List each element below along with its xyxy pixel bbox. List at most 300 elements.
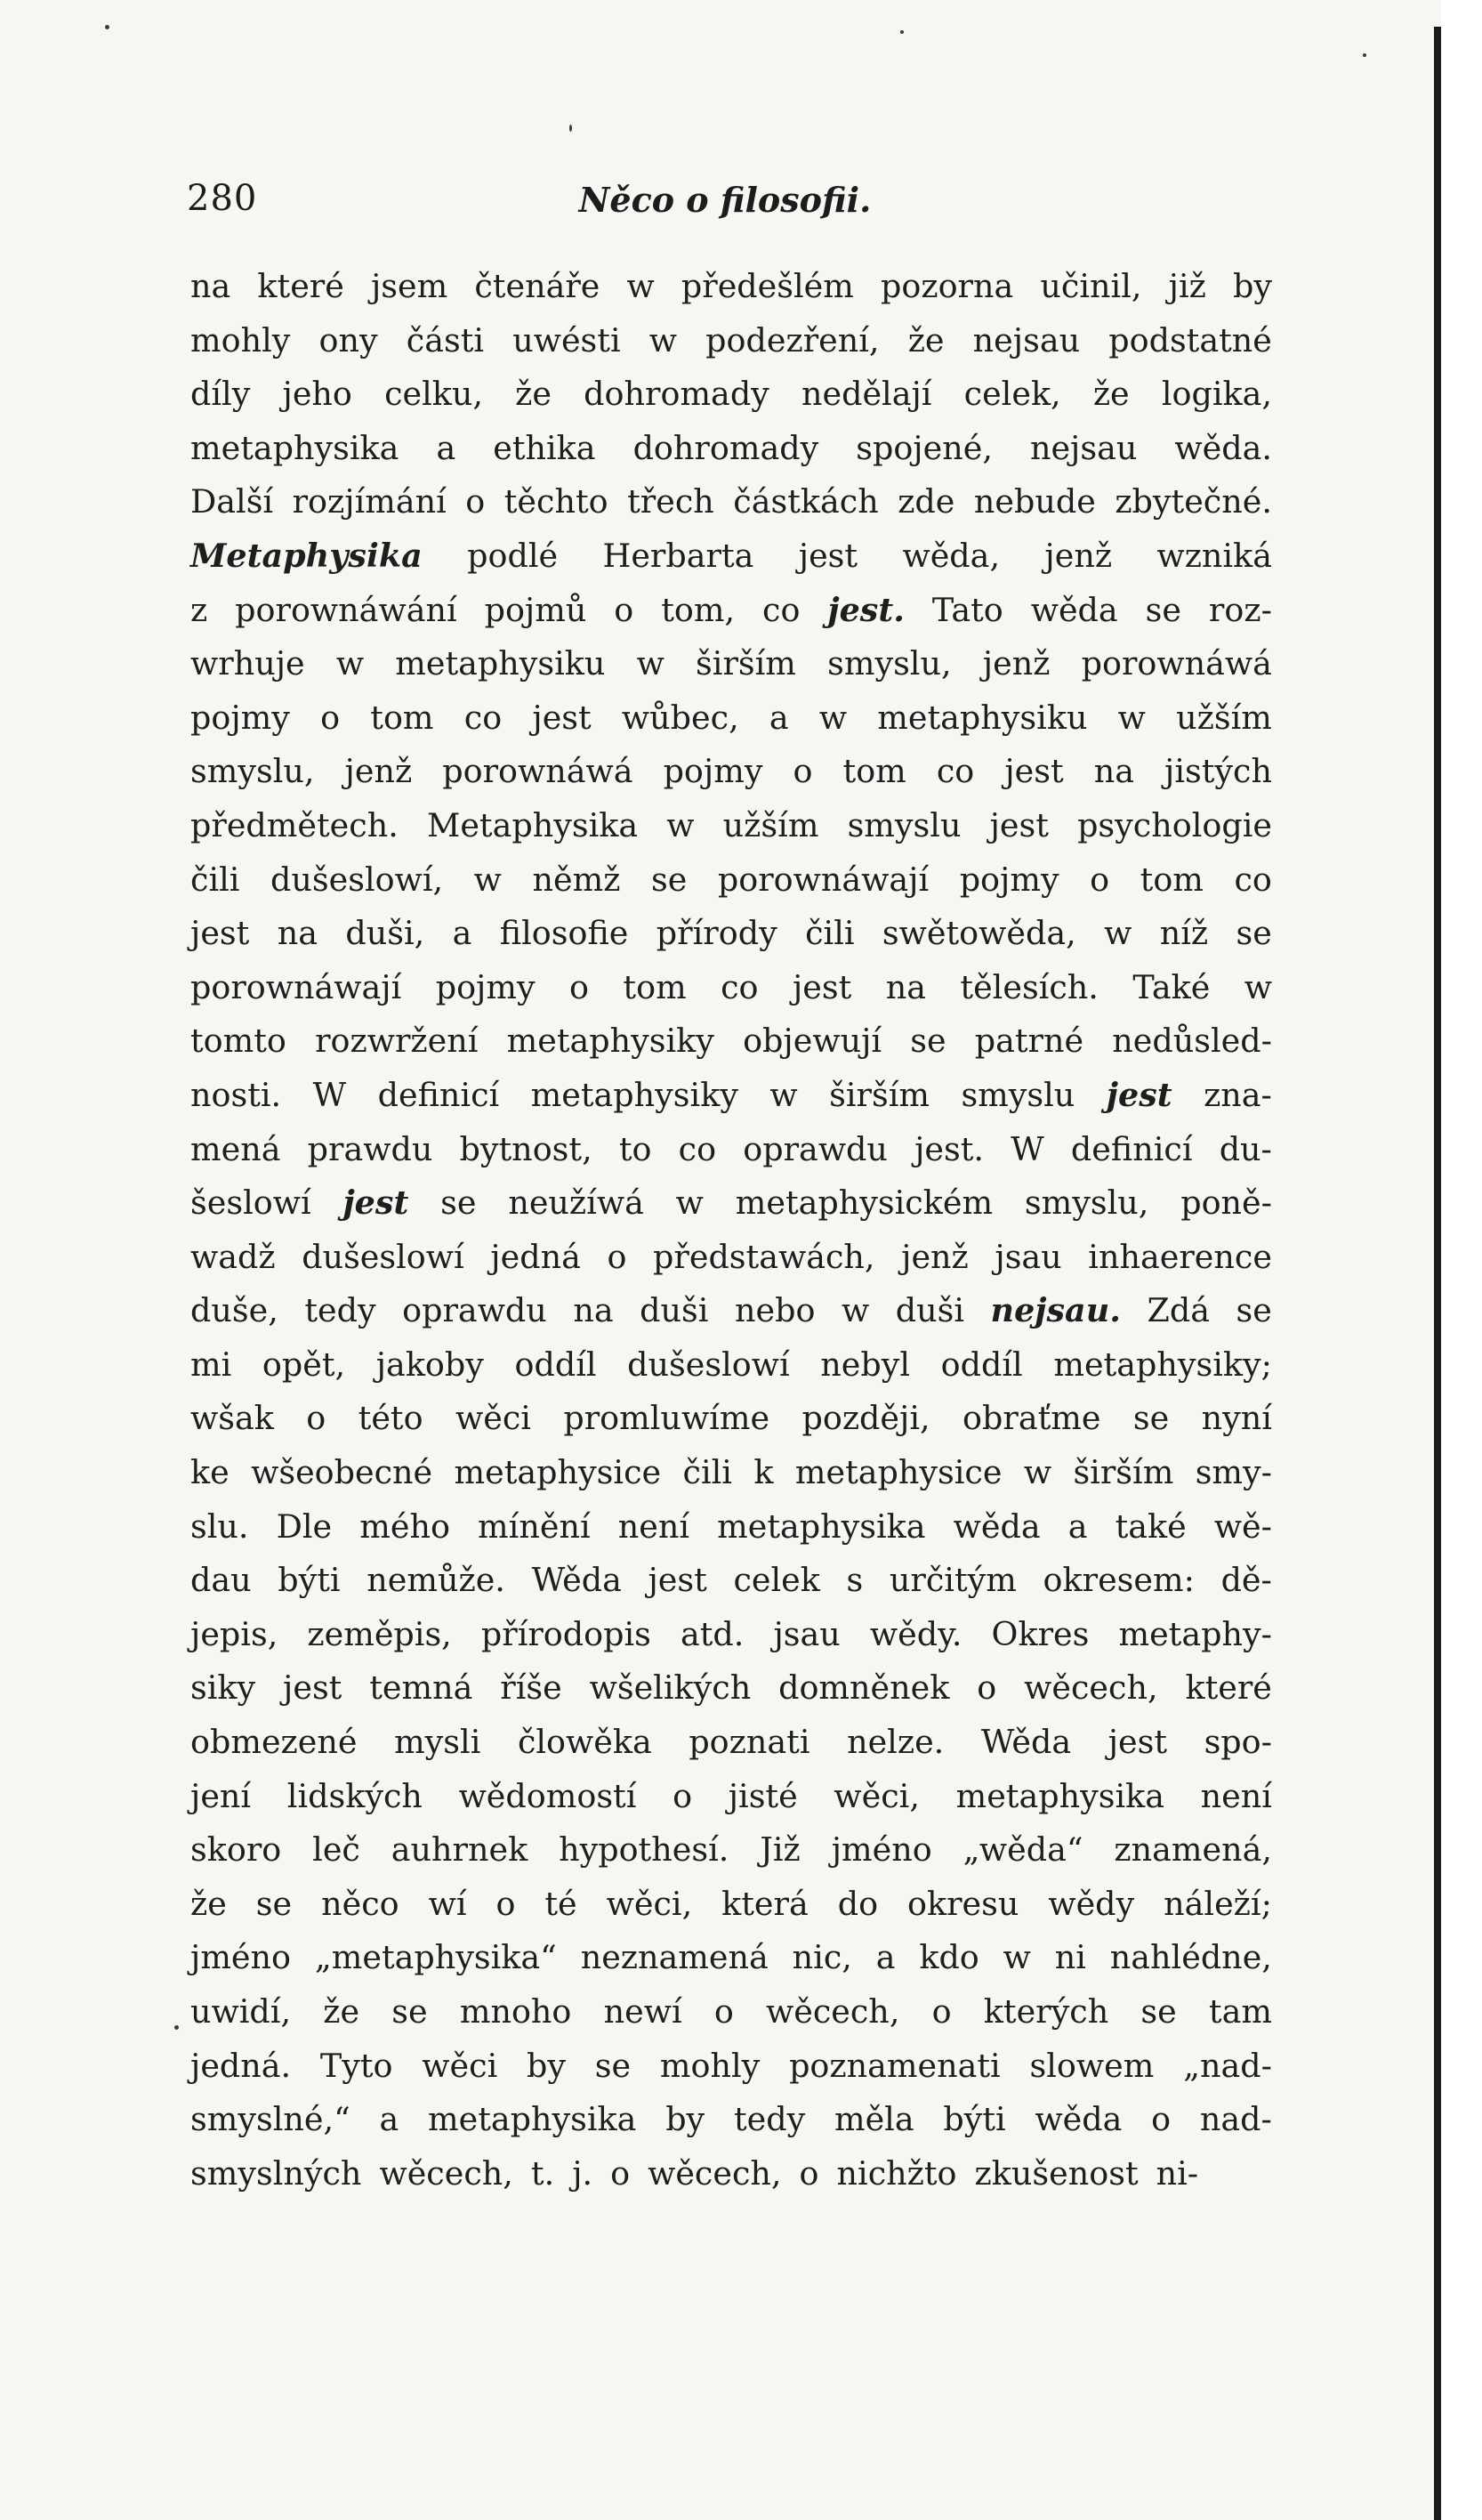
text-line — [190, 1661, 1272, 1716]
word: že — [907, 320, 945, 359]
scan-speck — [1363, 53, 1366, 57]
word: obraťme — [962, 1399, 1101, 1438]
word: wědy — [1048, 1884, 1135, 1923]
word: w — [769, 1075, 798, 1114]
word: co — [762, 590, 801, 629]
page-gutter — [1441, 0, 1482, 2520]
word: nejsau — [1029, 428, 1138, 467]
word: leč — [312, 1830, 360, 1870]
word: jsau — [773, 1614, 841, 1653]
word: W — [312, 1075, 347, 1114]
word: neužíwá — [508, 1183, 644, 1223]
word: z — [190, 590, 208, 629]
word: uwidí, — [190, 1992, 292, 2031]
word: pojmy — [190, 698, 290, 737]
word: že — [515, 375, 552, 414]
text-line — [190, 529, 1272, 584]
word: jenž — [344, 752, 413, 791]
word: býti — [943, 2100, 1006, 2139]
word: náleží; — [1164, 1884, 1272, 1923]
word: a — [452, 914, 472, 953]
word: roz- — [1208, 590, 1272, 629]
word: širším — [1073, 1453, 1174, 1492]
text-line — [190, 2147, 1272, 2201]
word: pozorna — [881, 267, 1014, 305]
word: duši — [640, 1291, 709, 1330]
word: metaphysiku — [877, 698, 1088, 737]
word: Herbarta — [602, 536, 754, 575]
word: w — [818, 698, 848, 737]
word: že — [1092, 375, 1130, 414]
word: wěda. — [1174, 428, 1272, 467]
word: která — [721, 1884, 809, 1923]
word: jest — [190, 914, 250, 953]
word: w — [841, 1291, 870, 1330]
word: filosofie — [499, 914, 629, 953]
word: inhaerence — [1088, 1237, 1272, 1276]
word: o — [931, 1992, 952, 2031]
word: temná — [369, 1668, 473, 1708]
word: o — [713, 1992, 734, 2031]
word: Dle — [276, 1506, 333, 1546]
word: logika, — [1161, 375, 1272, 414]
word: na — [190, 267, 231, 305]
word: býti — [278, 1561, 341, 1600]
word: by — [1232, 267, 1272, 305]
word: j. — [572, 2153, 593, 2193]
word: wěci — [455, 1399, 531, 1438]
word: wěda — [953, 1506, 1041, 1546]
word: nejsau — [972, 320, 1081, 359]
text-line — [190, 1500, 1272, 1555]
word: člowěka — [517, 1723, 652, 1762]
word: definicí — [377, 1075, 500, 1114]
word: o — [320, 698, 341, 737]
word: definicí — [1070, 1129, 1193, 1168]
word: mohly — [190, 320, 291, 359]
word: nyní — [1201, 1399, 1272, 1438]
word: w — [473, 860, 502, 899]
word: jedná — [490, 1237, 581, 1276]
text-line — [190, 1716, 1272, 1770]
word: se — [1236, 1291, 1272, 1330]
word: jest — [1107, 1723, 1168, 1762]
word: t. — [530, 2153, 555, 2193]
word: neznamená — [580, 1938, 769, 1977]
word: metaphysiky — [530, 1075, 738, 1114]
word: na — [885, 967, 926, 1006]
word: ony — [318, 320, 378, 359]
word: porownáwá — [442, 752, 633, 791]
word: jest. — [914, 1129, 985, 1168]
word: tom, — [661, 590, 736, 629]
word: metaphysiku — [395, 644, 606, 683]
word: porownáwají — [190, 967, 402, 1006]
word: tedy — [304, 1291, 376, 1330]
word: předmětech. — [190, 805, 399, 844]
text-line — [190, 584, 1272, 638]
word: oprawdu — [402, 1291, 547, 1330]
text-line — [190, 1069, 1272, 1123]
word: metaphysiky; — [1053, 1345, 1272, 1384]
word: té — [544, 1884, 577, 1923]
word: této — [358, 1399, 423, 1438]
word: pojmy — [435, 967, 536, 1006]
word: užším — [722, 805, 819, 844]
word: metaphysiky — [506, 1022, 714, 1061]
word: jakoby — [375, 1345, 484, 1384]
word: metaphysika — [428, 2100, 637, 2139]
word: nebude — [973, 482, 1096, 521]
word: opět, — [262, 1345, 346, 1384]
word: newí — [603, 1992, 682, 2031]
word: poně- — [1180, 1183, 1272, 1223]
word: které — [1185, 1668, 1272, 1708]
word: w — [675, 1183, 704, 1223]
word: o — [607, 1237, 627, 1276]
word: Wěda — [980, 1723, 1072, 1762]
word: wzniká — [1156, 536, 1272, 575]
word: auhrnek — [391, 1830, 528, 1870]
word: slowem — [1029, 2046, 1155, 2085]
word: Zdá — [1147, 1291, 1210, 1330]
text-line — [190, 691, 1272, 746]
word: okresu — [907, 1884, 1019, 1923]
word: swětowěda, — [882, 914, 1076, 953]
word: wěci, — [606, 1884, 693, 1923]
word: mého — [359, 1506, 450, 1546]
word: se — [594, 2046, 632, 2085]
word: w — [636, 644, 664, 683]
word: o — [799, 2153, 819, 2193]
word: zeměpis, — [307, 1614, 452, 1653]
text-line — [190, 961, 1272, 1015]
word: již — [1168, 267, 1206, 305]
word: metaphysika — [190, 428, 399, 467]
word: jest — [792, 967, 852, 1006]
word: s — [846, 1561, 864, 1600]
word: jenž — [901, 1237, 969, 1276]
word: šeslowí — [190, 1183, 311, 1223]
word: pojmy — [663, 752, 763, 791]
page-edge-shadow — [1434, 27, 1441, 2520]
word: oddíl — [940, 1345, 1023, 1384]
word: mnoho — [459, 1992, 572, 2031]
word: o — [977, 1668, 997, 1708]
word: že — [190, 1884, 227, 1923]
word: užším — [1176, 698, 1272, 737]
word: čtenáře — [474, 267, 600, 305]
word: rozwržení — [315, 1022, 479, 1061]
word: dušeslowí — [627, 1345, 790, 1384]
text-line — [190, 475, 1272, 529]
word: bytnost, — [459, 1129, 592, 1168]
text-line — [190, 1878, 1272, 1932]
word: w — [666, 805, 695, 844]
word: smyslné,“ — [190, 2100, 350, 2139]
word: wěcech, — [648, 2153, 782, 2193]
word: jméno — [831, 1830, 932, 1870]
word: širším — [829, 1075, 930, 1114]
word: uwésti — [512, 320, 621, 359]
word: jest — [648, 1561, 707, 1600]
word: na — [277, 914, 318, 953]
word: rozjímání — [292, 482, 447, 521]
word: Wěda — [531, 1561, 622, 1600]
word: jest — [798, 536, 858, 575]
word: jeho — [282, 375, 352, 414]
word: du- — [1219, 1129, 1272, 1168]
word: Také — [1132, 967, 1211, 1006]
word: Metaphysika — [426, 805, 639, 844]
word: kterých — [983, 1992, 1109, 2031]
text-line — [190, 1176, 1272, 1231]
text-line — [190, 1338, 1272, 1393]
word: oddíl — [514, 1345, 597, 1384]
word: nedělají — [801, 375, 932, 414]
word: „metaphysika“ — [314, 1938, 557, 1977]
word: co — [678, 1129, 717, 1168]
word: předstawách, — [653, 1237, 875, 1276]
word: poznati — [689, 1723, 810, 1762]
word: které — [257, 267, 344, 305]
word: tom — [623, 967, 687, 1006]
word: smyslu, — [190, 752, 315, 791]
word: mysli — [394, 1723, 481, 1762]
word: metaphysice — [794, 1453, 1003, 1492]
word: wěci — [422, 2046, 498, 2085]
text-line — [190, 2039, 1272, 2094]
word: nebyl — [820, 1345, 911, 1384]
word: ni — [1054, 1938, 1086, 1977]
word: a — [379, 2100, 399, 2139]
word: duši — [895, 1291, 965, 1330]
word: „nad- — [1183, 2046, 1272, 2085]
word: skoro — [190, 1830, 282, 1870]
word: dohromady — [584, 375, 769, 414]
word: a — [436, 428, 456, 467]
word: mi — [190, 1345, 232, 1384]
word: to — [618, 1129, 652, 1168]
word: porownáwají — [717, 860, 930, 899]
word: w — [648, 320, 678, 359]
word: jenž — [982, 644, 1051, 683]
word: zbytečné. — [1115, 482, 1272, 521]
word: a — [875, 1938, 896, 1977]
word: něco — [321, 1884, 399, 1923]
word: prawdu — [307, 1129, 433, 1168]
word: celku, — [384, 375, 484, 414]
word: jméno — [190, 1938, 292, 1977]
word: na — [573, 1291, 614, 1330]
word: wšelikých — [589, 1668, 752, 1708]
running-head: Něco o filosofii. — [578, 180, 872, 220]
word: jistých — [1164, 752, 1272, 791]
page-number: 280 — [187, 178, 258, 219]
text-line — [190, 260, 1272, 314]
word: w — [1003, 1938, 1031, 1977]
word: určitým — [889, 1561, 1017, 1600]
word: smyslu, — [1024, 1183, 1149, 1223]
word: Okres — [991, 1614, 1090, 1653]
word: wěcech, — [765, 1992, 900, 2031]
word: o — [1151, 2100, 1172, 2139]
word: se — [440, 1183, 477, 1223]
word: později, — [801, 1399, 930, 1438]
word: duši, — [345, 914, 425, 953]
word: spo- — [1204, 1723, 1272, 1762]
word: o — [793, 752, 813, 791]
word: jest — [283, 1668, 342, 1708]
text-line — [190, 907, 1272, 961]
word: nemůže. — [366, 1561, 505, 1600]
word: smyslných — [190, 2153, 362, 2193]
word: části — [406, 320, 485, 359]
word: tom — [1140, 860, 1204, 899]
word: w — [626, 267, 655, 305]
word: nosti. — [190, 1075, 282, 1114]
word: co — [1234, 860, 1272, 899]
word: tedy — [733, 2100, 806, 2139]
word: znamená, — [1114, 1830, 1272, 1870]
word: slu. — [190, 1506, 249, 1546]
word: Metaphysika — [190, 536, 423, 575]
text-line — [190, 745, 1272, 799]
text-line — [190, 1985, 1272, 2039]
text-line — [190, 1554, 1272, 1608]
word: jest — [1004, 752, 1064, 791]
word: se — [1236, 914, 1272, 953]
text-line — [190, 422, 1272, 476]
word: obmezené — [190, 1723, 358, 1762]
word: částkách — [733, 482, 879, 521]
scan-speck — [174, 2025, 179, 2030]
word: Tyto — [319, 2046, 393, 2085]
text-line — [190, 314, 1272, 368]
word: jest — [1106, 1075, 1172, 1114]
word: ni- — [1156, 2153, 1199, 2193]
word: kdo — [919, 1938, 979, 1977]
word: podezření, — [705, 320, 880, 359]
word: wrhuje — [190, 644, 305, 683]
text-line — [190, 1014, 1272, 1069]
word: mohly — [659, 2046, 761, 2085]
word: mená — [190, 1129, 281, 1168]
word: němž — [532, 860, 621, 899]
word: smyslu — [961, 1075, 1075, 1114]
word: nahlédne, — [1109, 1938, 1272, 1977]
word: metaphy- — [1118, 1614, 1272, 1653]
word: tom — [842, 752, 906, 791]
word: dě- — [1220, 1561, 1272, 1600]
word: co — [463, 698, 503, 737]
word: díly — [190, 375, 251, 414]
word: wšeobecné — [251, 1453, 433, 1492]
word: okresem: — [1043, 1561, 1195, 1600]
word: wěda — [1035, 2100, 1123, 2139]
word: pojmů — [484, 590, 587, 629]
word: zna- — [1204, 1075, 1272, 1114]
word: dau — [190, 1561, 252, 1600]
word: o — [1090, 860, 1110, 899]
word: smy- — [1195, 1453, 1272, 1492]
word: a — [769, 698, 789, 737]
word: w — [1104, 914, 1132, 953]
text-line — [190, 2093, 1272, 2147]
word: čili — [190, 860, 240, 899]
text-line — [190, 1123, 1272, 1177]
word: porownáwá — [1081, 644, 1272, 683]
text-line — [190, 1446, 1272, 1500]
word: níž — [1159, 914, 1209, 953]
word: o — [614, 590, 634, 629]
word: pojmy — [959, 860, 1059, 899]
text-line — [190, 1608, 1272, 1662]
word: ke — [190, 1453, 230, 1492]
word: jepis, — [190, 1614, 278, 1653]
word: wědy. — [869, 1614, 962, 1653]
word: se — [1132, 1399, 1170, 1438]
word: wěcech, — [1024, 1668, 1158, 1708]
word: w — [1117, 698, 1146, 737]
word: oprawdu — [743, 1129, 888, 1168]
word: duše, — [190, 1291, 278, 1330]
word: nichžto — [836, 2153, 957, 2193]
word: w — [1023, 1453, 1052, 1492]
word: širším — [696, 644, 796, 683]
word: wě- — [1213, 1506, 1272, 1546]
word: čili — [805, 914, 855, 953]
word: wěda, — [902, 536, 1001, 575]
word: nebo — [734, 1291, 816, 1330]
word: atd. — [680, 1614, 745, 1653]
word: není — [617, 1506, 690, 1546]
word: siky — [190, 1668, 256, 1708]
word: wšak — [190, 1399, 274, 1438]
word: o — [495, 1884, 516, 1923]
word: se — [910, 1022, 946, 1061]
word: nedůsled- — [1112, 1022, 1272, 1061]
word: o — [610, 2153, 631, 2193]
word: jest — [342, 1183, 409, 1223]
word: k — [753, 1453, 774, 1492]
word: psychologie — [1077, 805, 1272, 844]
word: „wěda“ — [962, 1830, 1083, 1870]
word: jsem — [370, 267, 448, 305]
word: zkušenost — [974, 2153, 1139, 2193]
word: podlé — [467, 536, 559, 575]
word: co — [721, 967, 759, 1006]
word: těchto — [503, 482, 608, 521]
word: není — [1200, 1776, 1272, 1815]
scan-speck — [900, 30, 904, 34]
word: wěda — [1030, 590, 1118, 629]
text-line — [190, 1284, 1272, 1338]
word: wadž — [190, 1237, 276, 1276]
text-line — [190, 368, 1272, 422]
word: o — [306, 1399, 326, 1438]
word: do — [837, 1884, 879, 1923]
page-header — [187, 178, 1263, 231]
word: o — [465, 482, 486, 521]
word: wěcech, — [379, 2153, 513, 2193]
word: jisté — [728, 1776, 798, 1815]
word: objewují — [743, 1022, 882, 1061]
text-line — [190, 1823, 1272, 1878]
text-line — [190, 637, 1272, 691]
word: tam — [1208, 1992, 1272, 2031]
word: W — [1011, 1129, 1044, 1168]
